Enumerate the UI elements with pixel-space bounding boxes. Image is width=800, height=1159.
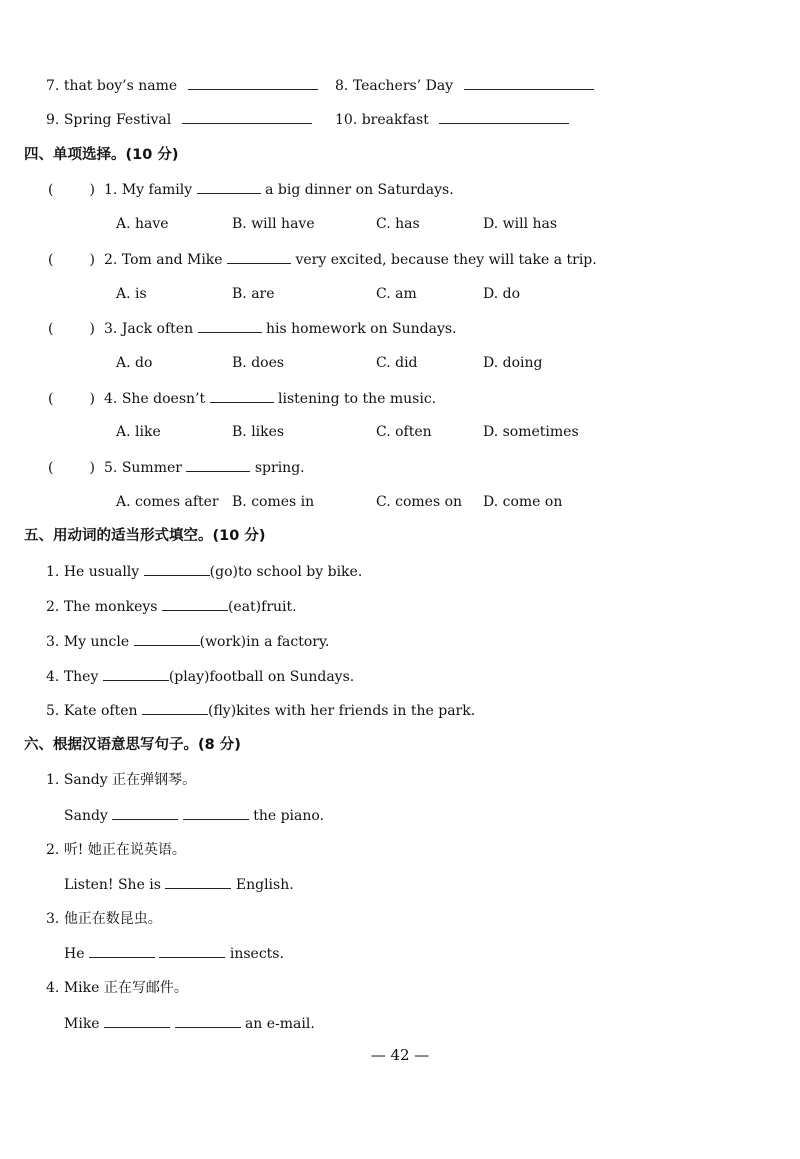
item-number: 9. bbox=[46, 112, 64, 128]
item-number: 3. bbox=[104, 321, 122, 337]
chinese-prompt: Sandy 正在弹钢琴。 bbox=[63, 772, 197, 788]
mc-question-4: ( ) 4. She doesn’t listening to the music. bbox=[48, 391, 437, 407]
answer-blank[interactable] bbox=[142, 701, 208, 715]
verb-hint: (play) bbox=[168, 669, 210, 685]
question-text: very excited, because they will take a trip. bbox=[295, 252, 597, 268]
answer-blank[interactable] bbox=[134, 632, 200, 646]
verb-item-5: 5. Kate often (fly)kites with her friends in the park. bbox=[46, 703, 476, 719]
item-number: 4. bbox=[46, 980, 64, 996]
mc-question-3: ( ) 3. Jack often his homework on Sundays. bbox=[48, 321, 457, 337]
chinese-prompt: Mike 正在写邮件。 bbox=[63, 980, 188, 996]
translation-prompt-4 bbox=[46, 979, 188, 997]
verb-item-2: 2. The monkeys (eat)fruit. bbox=[46, 599, 297, 615]
option-b: B. does bbox=[232, 355, 285, 371]
option-d: D. doing bbox=[483, 355, 543, 371]
translation-prompt-2 bbox=[46, 841, 186, 859]
question-text: Summer bbox=[121, 460, 182, 476]
answer-blank[interactable] bbox=[175, 1014, 241, 1028]
vocab-text: that boy’s name bbox=[63, 78, 178, 94]
verb-hint: (go) bbox=[209, 564, 238, 580]
item-number: 5. bbox=[46, 703, 64, 719]
item-number: 2. bbox=[46, 599, 64, 615]
option-a: A. like bbox=[116, 424, 161, 440]
chinese-prompt: 听! 她正在说英语。 bbox=[63, 842, 186, 858]
item-number: 4. bbox=[46, 669, 64, 685]
mc-question-5: ( ) 5. Summer spring. bbox=[48, 460, 305, 476]
answer-blank[interactable] bbox=[183, 806, 249, 820]
option-a: A. do bbox=[116, 355, 153, 371]
vocab-item-8 bbox=[335, 76, 594, 95]
item-number: 2. bbox=[46, 842, 64, 858]
item-number: 1. bbox=[104, 182, 122, 198]
question-blank bbox=[197, 180, 261, 194]
question-blank bbox=[186, 458, 250, 472]
answer-blank[interactable] bbox=[162, 597, 228, 611]
option-c: C. often bbox=[376, 424, 432, 440]
vocab-text: breakfast bbox=[361, 112, 429, 128]
option-b: B. comes in bbox=[232, 494, 315, 510]
option-c: C. has bbox=[376, 216, 420, 232]
vocab-item-9 bbox=[46, 110, 312, 129]
question-blank bbox=[210, 389, 274, 403]
option-d: D. do bbox=[483, 286, 521, 302]
answer-blank[interactable] bbox=[159, 944, 225, 958]
vocab-text: Spring Festival bbox=[63, 112, 172, 128]
item-number: 1. bbox=[46, 564, 64, 580]
chinese-prompt: 他正在数昆虫。 bbox=[63, 911, 162, 927]
vocab-item-7 bbox=[46, 76, 318, 95]
option-a: A. is bbox=[116, 286, 147, 302]
verb-item-3: 3. My uncle (work)in a factory. bbox=[46, 634, 330, 650]
verb-hint: (work) bbox=[199, 634, 247, 650]
option-c: C. am bbox=[376, 286, 417, 302]
answer-blank[interactable] bbox=[165, 875, 231, 889]
answer-blank[interactable] bbox=[103, 667, 169, 681]
vocab-text: Teachers’ Day bbox=[352, 78, 454, 94]
question-text: his homework on Sundays. bbox=[266, 321, 457, 337]
option-b: B. will have bbox=[232, 216, 315, 232]
option-c: C. comes on bbox=[376, 494, 463, 510]
translation-prompt-1 bbox=[46, 771, 196, 789]
question-text: spring. bbox=[254, 460, 305, 476]
page-number: — 42 — bbox=[370, 1046, 430, 1064]
question-blank bbox=[198, 319, 262, 333]
question-blank bbox=[227, 250, 291, 264]
translation-answer-2: Listen! She is English. bbox=[64, 877, 294, 893]
vocab-item-10 bbox=[335, 110, 569, 129]
question-text: My family bbox=[121, 182, 193, 198]
answer-blank[interactable] bbox=[188, 76, 318, 90]
verb-item-4: 4. They (play)football on Sundays. bbox=[46, 669, 355, 685]
section-5-title: 五、用动词的适当形式填空。(10 分) bbox=[24, 528, 266, 544]
verb-hint: (fly) bbox=[207, 703, 237, 719]
question-text: listening to the music. bbox=[278, 391, 437, 407]
item-number: 4. bbox=[104, 391, 122, 407]
item-number: 3. bbox=[46, 634, 64, 650]
answer-blank[interactable] bbox=[104, 1014, 170, 1028]
mc-question-1: ( ) 1. My family a big dinner on Saturdays. bbox=[48, 182, 454, 198]
verb-item-1: 1. He usually (go)to school by bike. bbox=[46, 564, 363, 580]
item-number: 1. bbox=[46, 772, 64, 788]
question-text: a big dinner on Saturdays. bbox=[265, 182, 454, 198]
option-c: C. did bbox=[376, 355, 418, 371]
option-d: D. will has bbox=[483, 216, 558, 232]
item-number: 8. bbox=[335, 78, 353, 94]
verb-hint: (eat) bbox=[227, 599, 262, 615]
translation-answer-4: Mike an e-mail. bbox=[64, 1016, 315, 1032]
answer-blank[interactable] bbox=[144, 562, 210, 576]
question-text: Tom and Mike bbox=[121, 252, 223, 268]
question-text: She doesn’t bbox=[121, 391, 206, 407]
option-d: D. sometimes bbox=[483, 424, 579, 440]
option-b: B. likes bbox=[232, 424, 285, 440]
option-b: B. are bbox=[232, 286, 275, 302]
item-number: 7. bbox=[46, 78, 64, 94]
item-number: 3. bbox=[46, 911, 64, 927]
translation-answer-3: He insects. bbox=[64, 946, 284, 962]
item-number: 5. bbox=[104, 460, 122, 476]
option-a: A. comes after bbox=[116, 494, 219, 510]
mc-question-2: ( ) 2. Tom and Mike very excited, because they will take a trip. bbox=[48, 252, 597, 268]
answer-blank[interactable] bbox=[464, 76, 594, 90]
question-text: Jack often bbox=[121, 321, 194, 337]
option-a: A. have bbox=[116, 216, 169, 232]
item-number: 2. bbox=[104, 252, 122, 268]
translation-prompt-3 bbox=[46, 910, 162, 928]
answer-blank[interactable] bbox=[439, 110, 569, 124]
answer-blank[interactable] bbox=[89, 944, 155, 958]
option-d: D. come on bbox=[483, 494, 563, 510]
answer-blank[interactable] bbox=[112, 806, 178, 820]
section-6-title: 六、根据汉语意思写句子。(8 分) bbox=[24, 737, 241, 753]
item-number: 10. bbox=[335, 112, 362, 128]
section-4-title: 四、单项选择。(10 分) bbox=[24, 147, 179, 163]
translation-answer-1: Sandy the piano. bbox=[64, 808, 325, 824]
answer-blank[interactable] bbox=[182, 110, 312, 124]
